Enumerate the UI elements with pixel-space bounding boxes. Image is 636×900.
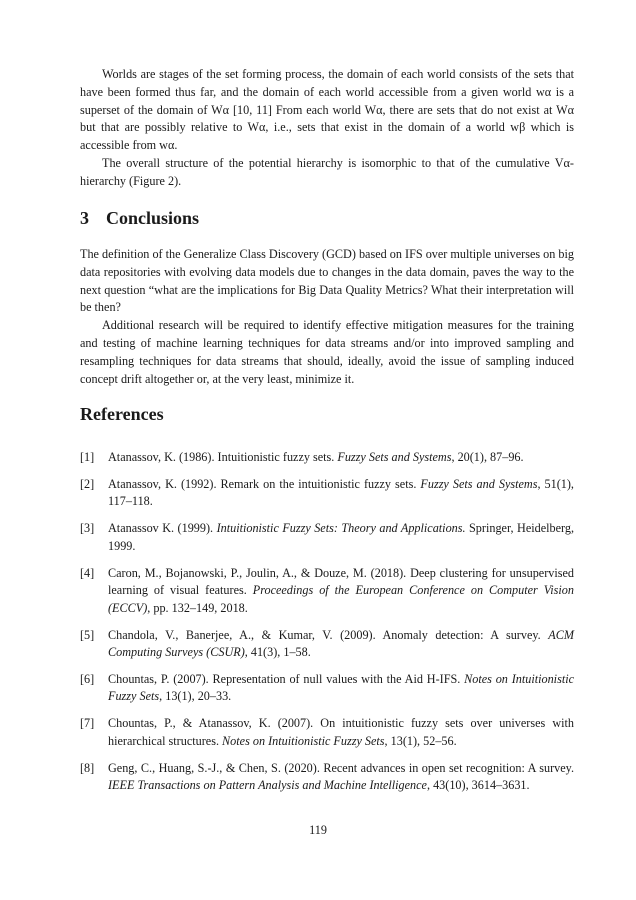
references-heading: References <box>80 404 164 424</box>
reference-item <box>80 476 574 511</box>
reference-venue: Fuzzy Sets and Systems <box>420 477 538 491</box>
reference-venue: Notes on Intuitionistic Fuzzy Sets <box>108 672 574 704</box>
reference-authors-title: Atanassov K. (1999). <box>108 521 217 536</box>
intro-section <box>80 66 574 191</box>
conclusions-body <box>80 246 574 388</box>
reference-authors-title: Geng, C., Huang, S.-J., & Chen, S. (2020). Recent advances in open set recognition: A survey. <box>108 760 574 775</box>
references-list <box>80 449 574 804</box>
reference-venue: Intuitionistic Fuzzy Sets: Theory and Applications. <box>216 521 466 536</box>
reference-text <box>108 565 574 617</box>
reference-text <box>108 476 574 511</box>
reference-details: , pp. 132–149, 2018. <box>147 600 248 615</box>
reference-text <box>108 627 574 662</box>
intro-paragraph-2: The overall structure of the potential hierarchy is isomorphic to that of the cumulative Vα-hierarchy (Figure 2). <box>80 155 574 188</box>
reference-venue: ACM Computing Surveys (CSUR) <box>108 627 574 660</box>
reference-item <box>80 565 574 617</box>
reference-number: [6] <box>80 672 95 687</box>
section-number: 3 <box>80 208 89 228</box>
reference-item <box>80 449 574 466</box>
reference-text <box>108 449 574 466</box>
reference-details: , 41(3), 1–58. <box>244 645 311 660</box>
page-number: 119 <box>309 823 327 837</box>
reference-number: [7] <box>80 716 95 731</box>
reference-number: [1] <box>80 450 95 464</box>
reference-text <box>108 520 574 555</box>
reference-venue: IEEE Transactions on Pattern Analysis and Machine Intelligence <box>108 778 427 793</box>
conclusions-paragraph-1: The definition of the Generalize Class Discovery (GCD) based on IFS over multiple universes on big data repositories with evolving data models due to changes in the data domain, paves the way to the next question “what are the implications for Big Data Quality Metrics? What their interpretation will be then? <box>80 247 574 315</box>
reference-details: , 20(1), 87–96. <box>451 450 524 464</box>
reference-venue: Fuzzy Sets and Systems <box>337 450 452 464</box>
reference-authors-title: Atanassov, K. (1992). Remark on the intuitionistic fuzzy sets. <box>108 477 421 491</box>
reference-item <box>80 760 574 795</box>
reference-details: , 13(1), 52–56. <box>384 733 457 748</box>
reference-text <box>108 715 574 750</box>
reference-venue: Notes on Intuitionistic Fuzzy Sets <box>222 733 385 748</box>
reference-authors-title: Chandola, V., Banerjee, A., & Kumar, V. (2009). Anomaly detection: A survey. <box>108 627 549 642</box>
reference-text <box>108 760 574 795</box>
conclusions-heading <box>80 208 199 229</box>
reference-number: [4] <box>80 565 95 580</box>
reference-authors-title: Chountas, P. (2007). Representation of null values with the Aid H-IFS. <box>108 672 465 687</box>
reference-authors-title: Atanassov, K. (1986). Intuitionistic fuzzy sets. <box>108 450 338 464</box>
reference-text <box>108 671 574 706</box>
reference-details: , 13(1), 20–33. <box>159 689 232 704</box>
conclusions-paragraph-2: Additional research will be required to identify effective mitigation measures for the training and testing of machine learning techniques for data streams and/or into improved sampling and resampling techniques for data streams that should, ideally, avoid the issue of sampling induced concept drift altogether or, at the very least, minimize it. <box>80 318 574 386</box>
reference-item <box>80 715 574 750</box>
reference-number: [3] <box>80 521 95 536</box>
section-title: Conclusions <box>106 208 200 228</box>
reference-number: [2] <box>80 477 95 491</box>
reference-number: [8] <box>80 760 95 775</box>
reference-authors-title: Caron, M., Bojanowski, P., Joulin, A., & Douze, M. (2018). Deep clustering for unsupervised learning of visual features. <box>108 565 574 598</box>
reference-item <box>80 671 574 706</box>
reference-item <box>80 627 574 662</box>
intro-paragraph-1: Worlds are stages of the set forming process, the domain of each world consists of the sets that have been formed thus far, and the domain of each world accessible from a given world wα is a superset of the domain of Wα [10, 11] From each world Wα, there are sets that do not exist at Wα but that are possibly relative to Wα, i.e., sets that exist in the domain of a world wβ which is accessible from wα. <box>80 67 574 153</box>
reference-details: , 51(1), 117–118. <box>108 477 574 509</box>
reference-venue: Proceedings of the European Conference on Computer Vision (ECCV) <box>108 583 574 615</box>
reference-item <box>80 520 574 555</box>
reference-details: , 43(10), 3614–3631. <box>426 778 530 793</box>
reference-authors-title: Chountas, P., & Atanassov, K. (2007). On intuitionistic fuzzy sets over universes with hierarchical structures. <box>108 716 574 748</box>
reference-number: [5] <box>80 627 95 642</box>
reference-details: Springer, Heidelberg, 1999. <box>108 521 574 553</box>
